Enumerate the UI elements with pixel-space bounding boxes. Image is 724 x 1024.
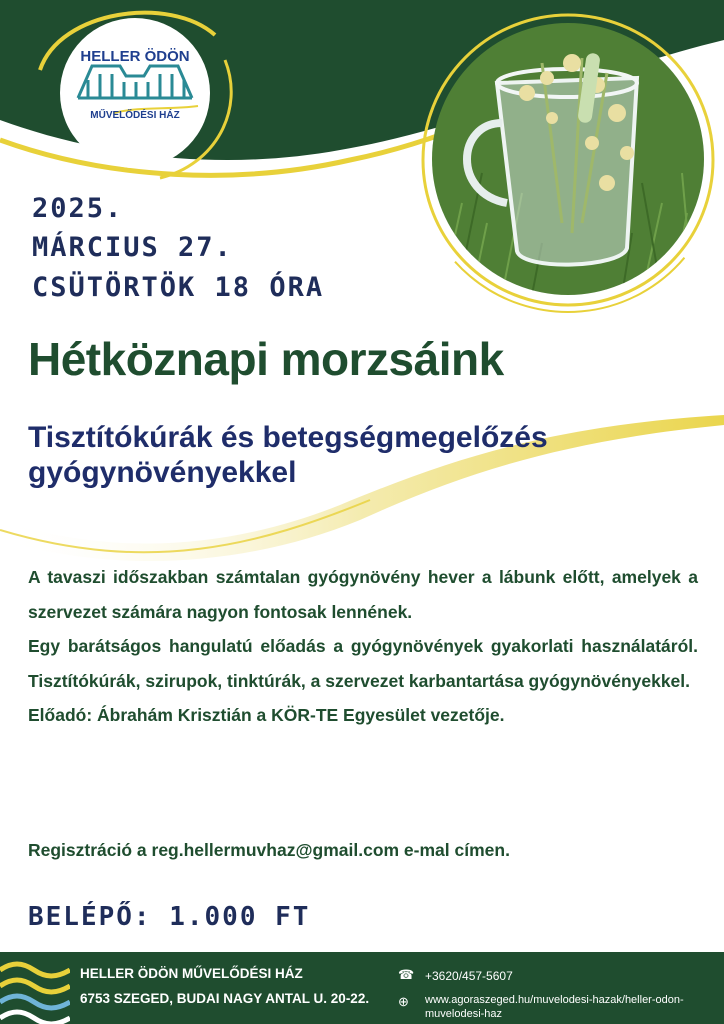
description-paragraph-1: A tavaszi időszakban számtalan gyógynövény hever a lábunk előtt, amelyek a szervezet számára nagyon fontosak lennének. bbox=[28, 567, 698, 622]
footer bbox=[0, 952, 724, 1024]
logo-building-icon bbox=[60, 18, 210, 168]
presenter-line: Előadó: Ábrahám Krisztián a KÖR-TE Egyesület vezetője. bbox=[28, 705, 505, 725]
waves-logo-icon bbox=[0, 960, 70, 1024]
event-description bbox=[28, 560, 698, 733]
event-title: Hétköznapi morzsáink bbox=[28, 333, 504, 385]
event-subtitle: Tisztítókúrák és betegségmegelőzés gyógynövényekkel bbox=[28, 421, 548, 489]
registration-info: Regisztráció a reg.hellermuvhaz@gmail.com e-mal címen. bbox=[28, 840, 510, 860]
tea-glass-photo bbox=[432, 23, 704, 295]
footer-org-name: HELLER ÖDÖN MŰVELŐDÉSI HÁZ bbox=[80, 966, 303, 981]
description-paragraph-2: Egy barátságos hangulatú előadás a gyógynövények gyakorlati használatáról. Tisztítókúrák, szirupok, tinktúrák, a szervezet karbantartása gyógynövényekkel. bbox=[28, 636, 698, 691]
event-date: MÁRCIUS 27. bbox=[32, 232, 233, 263]
globe-icon: ⊕ bbox=[398, 994, 409, 1009]
logo-title: HELLER ÖDÖN bbox=[80, 48, 190, 65]
phone-icon: ☎ bbox=[398, 967, 415, 982]
event-day-time: CSÜTÖRTÖK 18 ÓRA bbox=[32, 272, 325, 303]
footer-website-link[interactable]: www.agoraszeged.hu/muvelodesi-hazak/heller-odon-muvelodesi-haz bbox=[425, 994, 684, 1020]
logo bbox=[60, 18, 210, 168]
entry-fee: BELÉPŐ: 1.000 FT bbox=[28, 902, 311, 932]
event-year: 2025. bbox=[32, 193, 124, 224]
tea-glass-image bbox=[432, 23, 704, 295]
logo-subtitle: MŰVELŐDÉSI HÁZ bbox=[90, 110, 180, 121]
footer-phone[interactable]: +3620/457-5607 bbox=[425, 969, 513, 983]
footer-address: 6753 SZEGED, BUDAI NAGY ANTAL U. 20-22. bbox=[80, 991, 370, 1006]
